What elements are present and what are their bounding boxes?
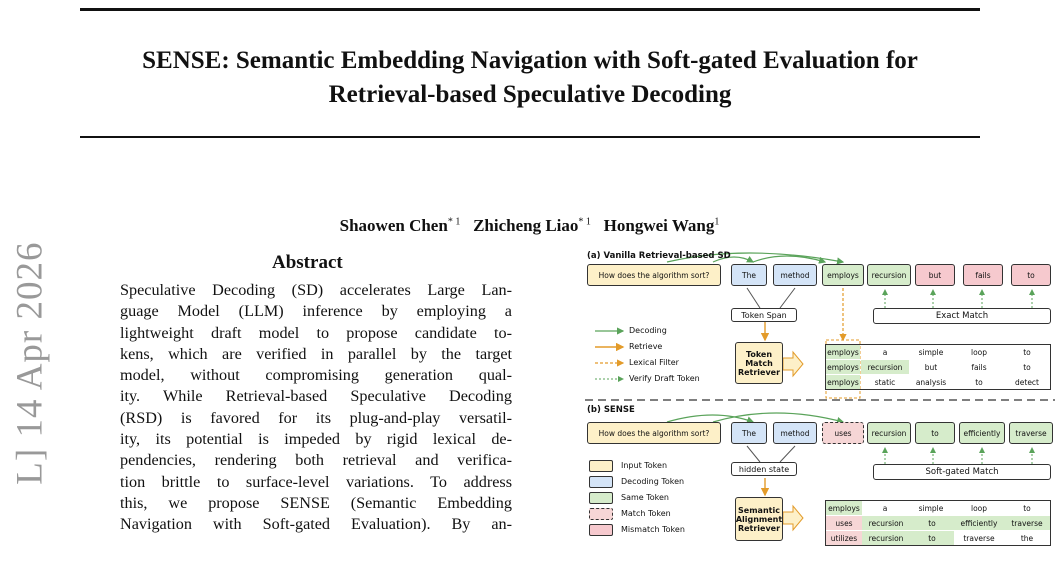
decode-token-a2: method: [773, 264, 817, 286]
author-3: Hongwei Wang: [603, 216, 715, 235]
a-r1-c2: a: [882, 347, 888, 357]
a-r1-c1: employs: [826, 345, 860, 359]
hidden-state-box: hidden state: [731, 462, 797, 476]
a-r3-c4: to: [975, 377, 983, 387]
draft-token-a4: fails: [963, 264, 1003, 286]
b-r3-c2: recursion: [862, 531, 910, 545]
title-bottom-rule: [80, 136, 980, 138]
b-r1-c3: simple: [918, 503, 944, 513]
arxiv-stamp: L] 14 Apr 2026: [9, 241, 51, 485]
legend-decoding: Decoding: [629, 326, 667, 335]
legend-verify: Verify Draft Token: [629, 374, 700, 383]
author-1-aff: * 1: [447, 216, 461, 228]
panel-a-label: (a) Vanilla Retrieval-based SD: [587, 251, 731, 261]
abstract-line: this, we propose SENSE (Semantic Embedding: [120, 493, 512, 512]
legend-decoding-token: Decoding Token: [621, 477, 685, 486]
author-2-aff: * 1: [578, 216, 591, 228]
abstract-line: Navigation with Soft-gated Evaluation). By an-: [120, 515, 512, 534]
author-3-aff: 1: [714, 216, 720, 228]
draft-token-a3: but: [915, 264, 955, 286]
legend-same-swatch: [589, 492, 613, 504]
legend-match-swatch: [589, 508, 613, 520]
legend-retrieve: Retrieve: [629, 342, 663, 351]
abstract-line: guage Model (LLM) inference by employing a: [120, 302, 512, 321]
author-2: Zhicheng Liao: [473, 216, 579, 235]
abstract-line: (RSD) is favored for its plug-and-play versatil-: [120, 408, 512, 427]
b-r3-c1: utilizes: [826, 531, 862, 545]
legend-input: Input Token: [621, 461, 668, 470]
b-r3-c5: the: [1020, 533, 1034, 543]
legend-decoding-swatch: [589, 476, 613, 488]
legend-mismatch-token: Mismatch Token: [621, 525, 685, 534]
draft-token-a1: employs: [822, 264, 864, 286]
draft-token-b2: recursion: [867, 422, 911, 444]
b-r2-c1: uses: [826, 516, 862, 530]
draft-token-b4: efficiently: [959, 422, 1005, 444]
abstract-line: kens, which are verified in parallel by the target: [120, 344, 512, 363]
legend-match-token: Match Token: [621, 509, 671, 518]
decode-token-b1: The: [731, 422, 767, 444]
b-r2-c2: recursion: [862, 516, 910, 530]
legend-input-swatch: [589, 460, 613, 472]
title-line-2: Retrieval-based Speculative Decoding: [328, 81, 732, 108]
a-r3-c1: employs: [826, 375, 860, 389]
b-r2-c3: to: [910, 516, 954, 530]
legend-mismatch-swatch: [589, 524, 613, 536]
query-token: How does the algorithm sort?: [587, 264, 721, 286]
b-r1-c4: loop: [970, 503, 988, 513]
b-r1-c5: to: [1023, 503, 1031, 513]
panel-b-label: (b) SENSE: [587, 405, 635, 415]
decode-token-b2: method: [773, 422, 817, 444]
a-r1-c4: loop: [970, 347, 988, 357]
draft-token-b3: to: [915, 422, 955, 444]
author-1: Shaowen Chen: [339, 216, 448, 235]
legend-lexical-filter: Lexical Filter: [629, 358, 679, 367]
token-match-retriever: Token Match Retriever: [735, 342, 783, 384]
decode-token-a1: The: [731, 264, 767, 286]
abstract-line: pendencies, rendering both retrieval and verifica-: [120, 451, 512, 470]
token-span-box: Token Span: [731, 308, 797, 322]
paper-title: [80, 44, 980, 112]
method-figure: [585, 250, 1055, 563]
abstract-line: ity. While Retrieval-based Speculative Decoding: [120, 387, 512, 406]
abstract-line: lightweight draft model to propose candidate to-: [120, 323, 512, 342]
abstract-body: [120, 280, 512, 536]
a-r2-c5: to: [1023, 362, 1031, 372]
abstract-line: model, without compromising generation qual-: [120, 366, 512, 385]
a-r2-c1: employs: [826, 360, 860, 374]
a-r2-c4: fails: [971, 362, 987, 372]
abstract-heading: Abstract: [272, 252, 343, 273]
draft-token-a5: to: [1011, 264, 1051, 286]
b-r2-c5: traverse: [1004, 516, 1050, 530]
a-r1-c3: simple: [918, 347, 944, 357]
draft-token-b5: traverse: [1009, 422, 1053, 444]
semantic-alignment-retriever: Semantic Alignment Retriever: [735, 497, 783, 541]
a-r3-c3: analysis: [915, 377, 947, 387]
abstract-line: tion brittle to surface-level variations. To address: [120, 472, 512, 491]
a-r2-c3: but: [924, 362, 938, 372]
b-r3-c4: traverse: [963, 533, 995, 543]
query-token-b: How does the algorithm sort?: [587, 422, 721, 444]
soft-match-box: Soft-gated Match: [873, 464, 1051, 480]
legend-same-token: Same Token: [621, 493, 669, 502]
draft-token-b1: uses: [822, 422, 864, 444]
abstract-line: Speculative Decoding (SD) accelerates Large Lan-: [120, 281, 512, 299]
b-r1-c2: a: [882, 503, 888, 513]
b-r3-c3: to: [910, 531, 954, 545]
author-list: [0, 216, 1059, 236]
title-line-1: SENSE: Semantic Embedding Navigation with Soft-gated Evaluation for: [142, 47, 918, 74]
draft-token-a2: recursion: [867, 264, 911, 286]
abstract-line: ity, its potential is impeded by rigid lexical de-: [120, 430, 512, 449]
a-r3-c5: detect: [1015, 377, 1039, 387]
b-r1-c1: employs: [826, 501, 862, 515]
exact-match-box: Exact Match: [873, 308, 1051, 324]
b-r2-c4: efficiently: [954, 516, 1004, 530]
a-r3-c2: static: [874, 377, 896, 387]
a-r2-c2: recursion: [861, 360, 909, 374]
a-r1-c5: to: [1023, 347, 1031, 357]
top-rule: [80, 8, 980, 11]
